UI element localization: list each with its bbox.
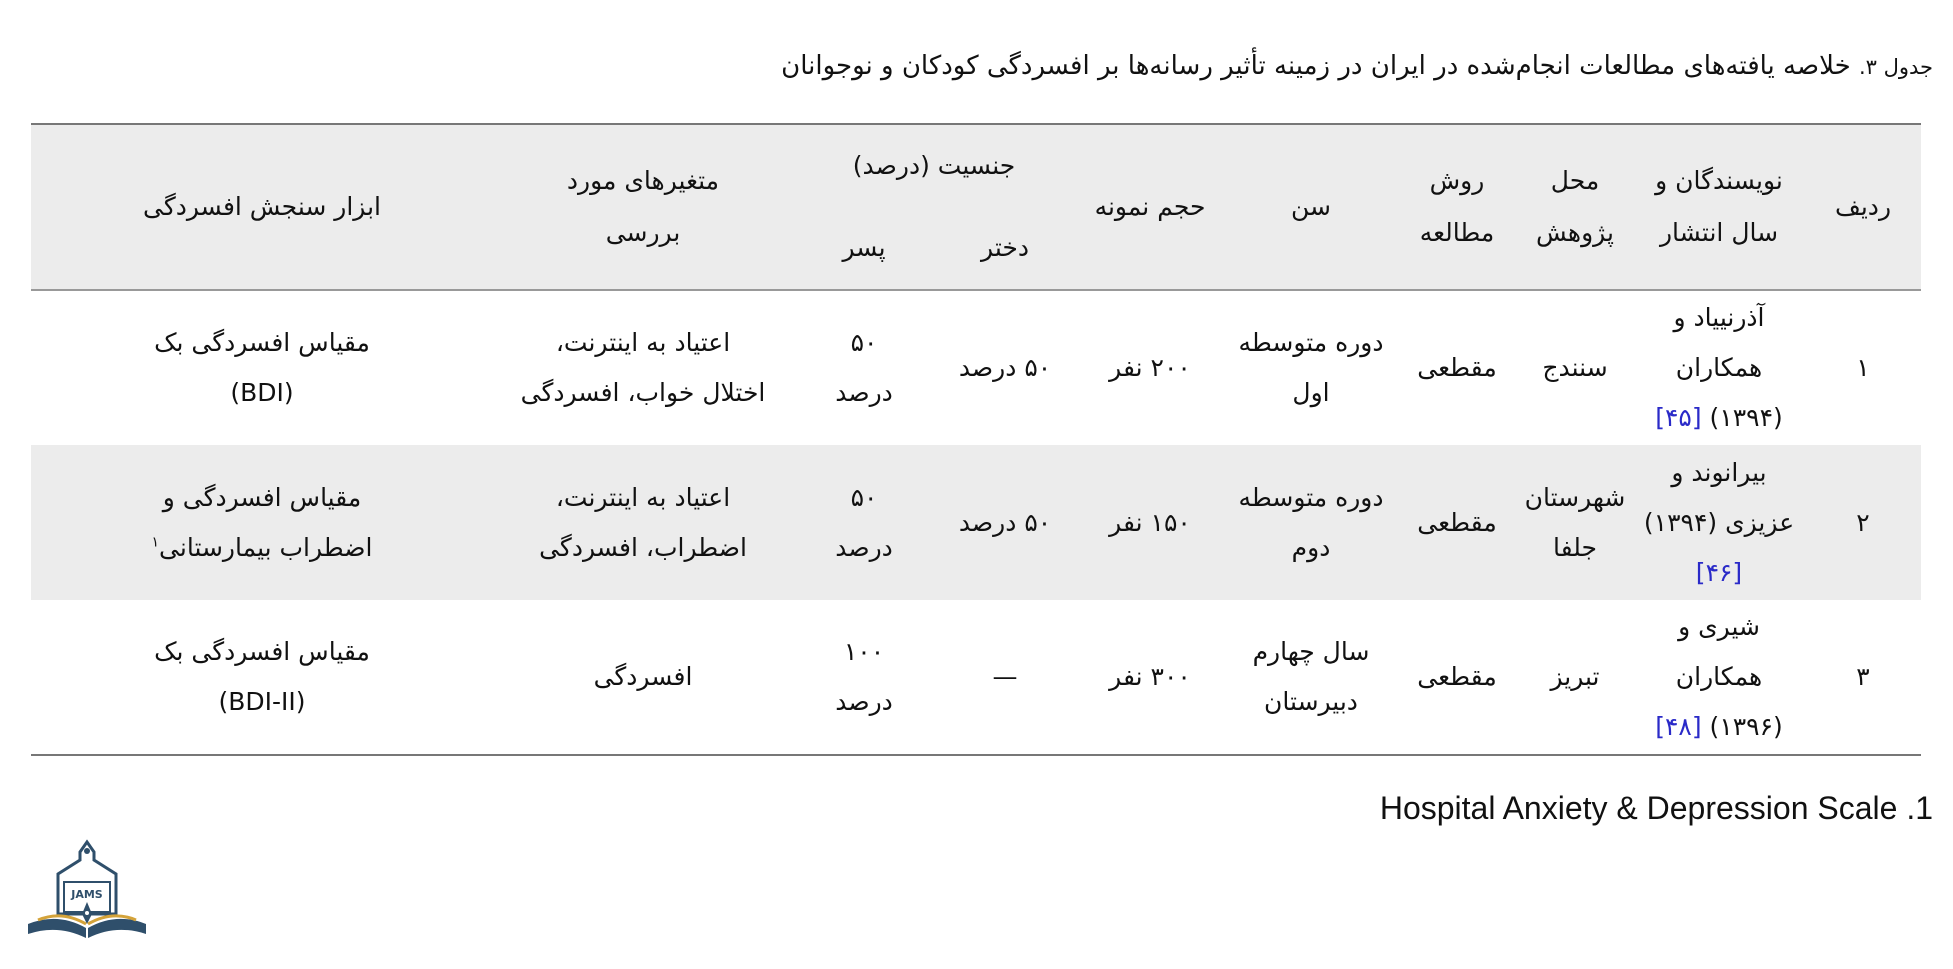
header-method-line1: روش: [1429, 166, 1485, 195]
variables-line1: اعتیاد به اینترنت،: [555, 482, 731, 512]
girl-percent-cell: —: [992, 662, 1018, 691]
age-line1: سال چهارم: [1252, 637, 1370, 666]
header-tool: ابزار سنجش افسردگی: [143, 192, 381, 221]
authors-line2: عزیزی (۱۳۹۴): [1643, 507, 1795, 537]
header-place-line2: پژوهش: [1536, 218, 1614, 247]
place-cell: سنندج: [1542, 353, 1608, 382]
variables-line2: اضطراب، افسردگی: [539, 532, 747, 562]
authors-line1: آذرنییاد و: [1673, 303, 1765, 332]
age-line2: دوم: [1291, 532, 1331, 562]
tool-line2: (BDI): [230, 378, 294, 407]
tool-cell: [31, 290, 493, 445]
reference-link[interactable]: [۴۸]: [1655, 712, 1702, 741]
row-number: ۳: [1856, 662, 1870, 691]
boy-percent-line1: ۵۰: [850, 482, 878, 512]
tool-line1: مقیاس افسردگی و: [162, 482, 362, 512]
place-line2: جلفا: [1553, 532, 1597, 562]
header-variables-line1: متغیرهای مورد: [566, 166, 720, 195]
footnote: Hospital Anxiety & Depression Scale .1: [1379, 790, 1933, 826]
variables-cell: [493, 290, 793, 445]
age-line1: دوره متوسطه: [1238, 328, 1384, 357]
table-caption: [20, 50, 1933, 84]
table-header-row: [31, 124, 1921, 207]
boy-percent-cell: [793, 445, 935, 600]
age-cell: [1225, 445, 1397, 600]
girl-percent-cell: ۵۰ درصد: [958, 507, 1052, 537]
table-row: [31, 290, 1921, 445]
header-age: سن: [1291, 192, 1331, 221]
header-authors-line1: نویسندگان و: [1655, 166, 1783, 195]
header-place: [1517, 124, 1633, 290]
jams-logo-icon: [24, 838, 150, 944]
header-variables-line2: بررسی: [605, 218, 681, 247]
authors-line3: [1639, 393, 1799, 443]
boy-percent-line2: درصد: [835, 687, 893, 716]
age-cell: [1225, 290, 1397, 445]
age-cell: [1225, 600, 1397, 755]
authors-cell: [1633, 290, 1805, 445]
sample-size-cell: ۱۵۰ نفر: [1109, 507, 1191, 537]
header-boy: پسر: [842, 233, 886, 262]
studies-table: [31, 123, 1921, 756]
reference-link[interactable]: [۴۶]: [1695, 557, 1743, 587]
header-variables: [493, 124, 793, 290]
tool-line1: مقیاس افسردگی بک: [154, 637, 370, 666]
variables-line1: اعتیاد به اینترنت،: [555, 328, 731, 357]
boy-percent-line2: درصد: [835, 532, 893, 562]
header-authors: [1633, 124, 1805, 290]
reference-link[interactable]: [۴۵]: [1655, 403, 1702, 432]
header-method-line2: مطالعه: [1419, 218, 1495, 247]
tool-cell: [31, 445, 493, 600]
row-number: ۲: [1856, 507, 1870, 537]
method-cell: مقطعی: [1417, 353, 1497, 382]
age-line1: دوره متوسطه: [1238, 482, 1384, 512]
place-cell: تبریز: [1550, 662, 1600, 691]
place-line1: شهرستان: [1524, 482, 1626, 512]
authors-line2: همکاران: [1675, 662, 1763, 691]
boy-percent-line1: ۱۰۰: [843, 637, 885, 666]
girl-percent-cell: ۵۰ درصد: [958, 353, 1052, 382]
boy-percent-cell: [793, 600, 935, 755]
table-row: [31, 600, 1921, 755]
header-authors-line2: سال انتشار: [1659, 218, 1779, 247]
caption-label: جدول ۳.: [1858, 55, 1933, 79]
sample-size-cell: ۳۰۰ نفر: [1109, 662, 1191, 691]
method-cell: مقطعی: [1417, 662, 1497, 691]
logo-text: JAMS: [71, 888, 103, 901]
publication-year: (۱۳۹۴): [1709, 403, 1783, 432]
method-cell: مقطعی: [1417, 507, 1497, 537]
sample-size-cell: ۲۰۰ نفر: [1109, 353, 1191, 382]
boy-percent-line2: درصد: [835, 378, 893, 407]
row-number: ۱: [1856, 353, 1870, 382]
variables-cell: افسردگی: [593, 662, 693, 691]
age-line2: دبیرستان: [1264, 687, 1358, 716]
header-method: [1397, 124, 1517, 290]
authors-cell: [1633, 600, 1805, 755]
tool-line2: (BDI-II): [218, 687, 306, 716]
authors-line3: [1639, 702, 1799, 752]
authors-line1: شیری و: [1678, 612, 1760, 641]
boy-percent-cell: [793, 290, 935, 445]
variables-cell: [493, 445, 793, 600]
tool-line2: [37, 523, 487, 573]
boy-percent-line1: ۵۰: [850, 328, 878, 357]
table-row: [31, 445, 1921, 600]
header-place-line1: محل: [1550, 166, 1600, 195]
publication-year: (۱۳۹۶): [1709, 712, 1783, 741]
variables-line2: اختلال خواب، افسردگی: [520, 378, 766, 407]
header-sample-size: حجم نمونه: [1094, 192, 1206, 221]
age-line2: اول: [1292, 378, 1330, 407]
authors-cell: [1633, 445, 1805, 600]
header-girl: دختر: [981, 233, 1029, 262]
caption-text: خلاصه یافته‌های مطالعات انجام‌شده در ایران در زمینه تأثیر رسانه‌ها بر افسردگی کودکان و نوجوانان: [781, 51, 1859, 81]
footnote-marker: ۱: [151, 534, 160, 551]
tool-line2-text: اضطراب بیمارستانی: [159, 532, 373, 562]
authors-line1: بیرانوند و: [1671, 457, 1767, 487]
header-gender: جنسیت (درصد): [852, 151, 1016, 180]
authors-line2: همکاران: [1675, 353, 1763, 382]
tool-line1: مقیاس افسردگی بک: [154, 328, 370, 357]
header-row-num: ردیف: [1834, 192, 1892, 221]
tool-cell: [31, 600, 493, 755]
place-cell: [1517, 445, 1633, 600]
